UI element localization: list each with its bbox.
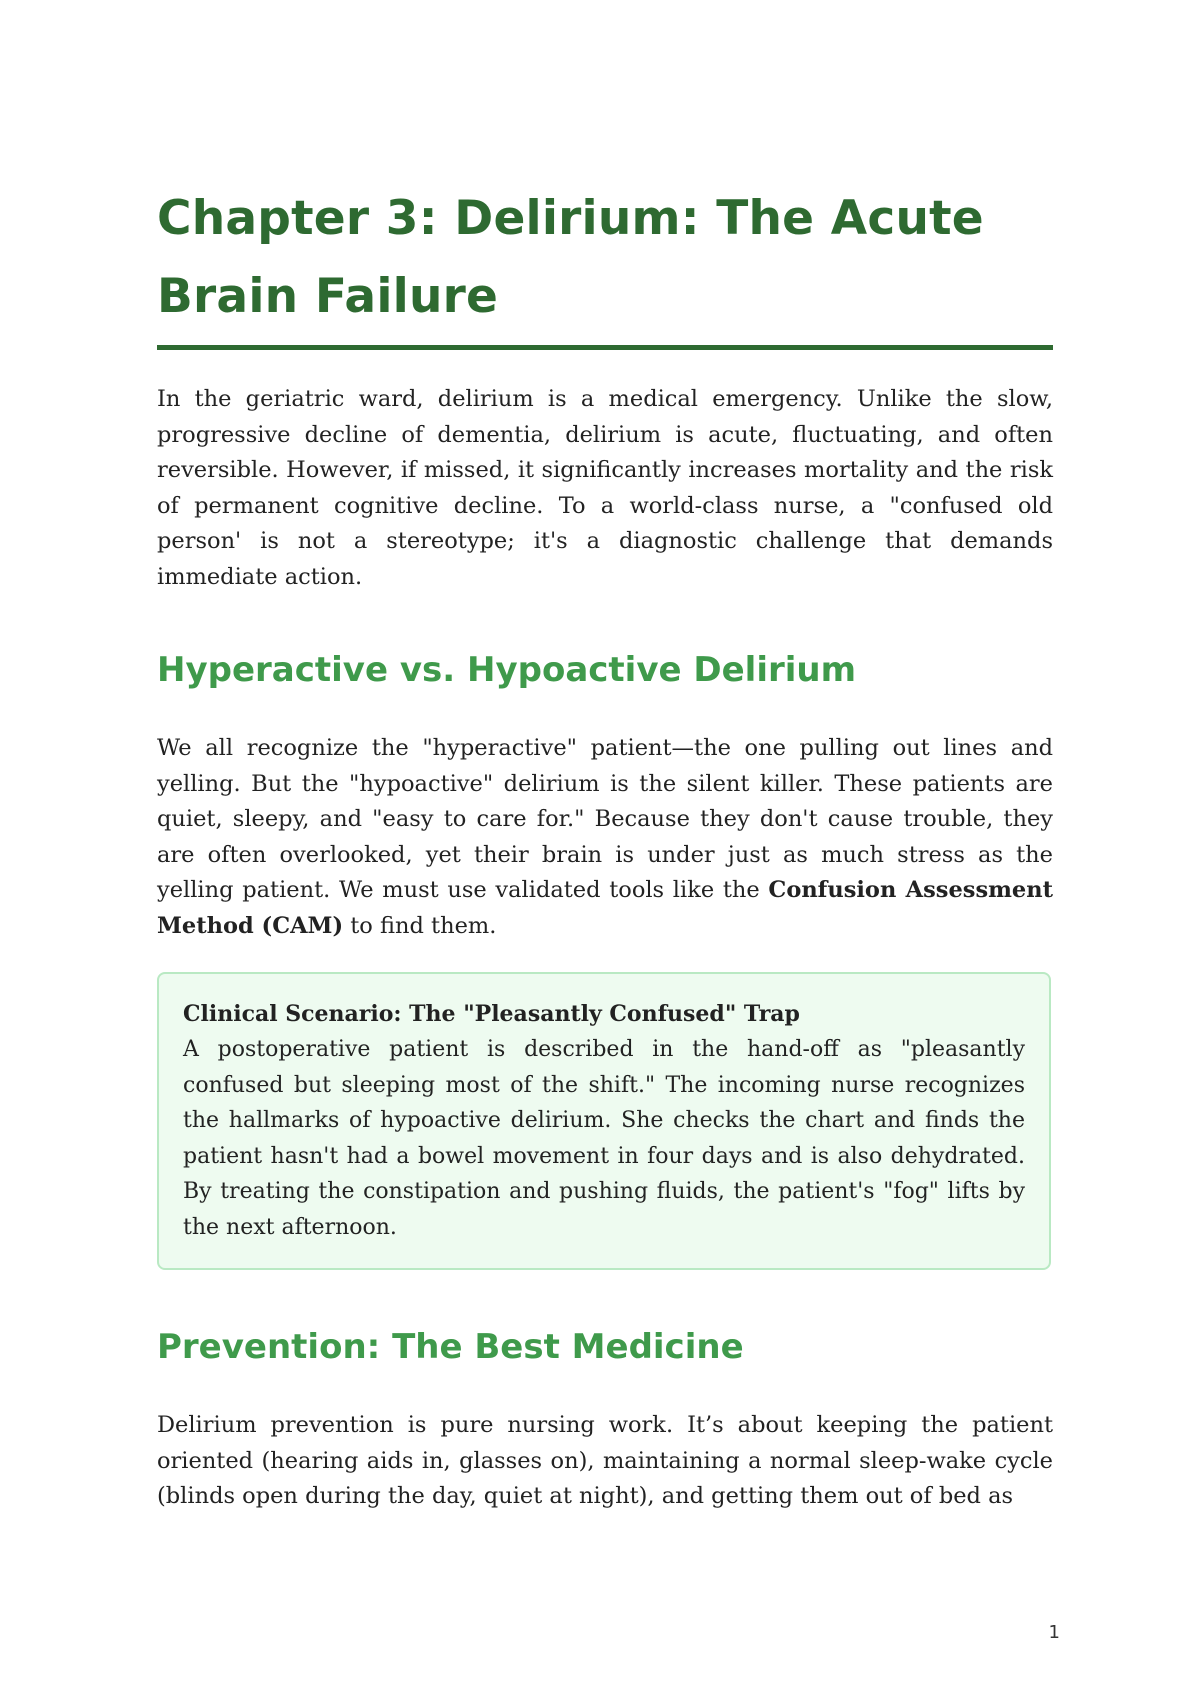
section1-paragraph	[157, 731, 1053, 945]
clinical-scenario-callout	[157, 972, 1051, 1270]
section1-text-before: We all recognize the "hyperactive" patient—the one pulling out lines and yelling. But the "hypoactive" delirium is the silent killer. These patients are quiet, sleepy, and "easy to care for." Because they don't cause trouble, they are often overlooked, yet their brain is under just as much stress as the yelling patient. We must use validated tools like the	[157, 735, 1053, 904]
page-number: 1	[1048, 1622, 1060, 1643]
cam-term: Confusion Assessment Method (CAM)	[157, 877, 1053, 939]
chapter-title: Chapter 3: Delirium: The Acute Brain Failure	[157, 191, 984, 324]
title-divider	[157, 345, 1053, 350]
callout-body: A postoperative patient is described in the hand-off as "pleasantly confused but sleeping most of the shift." The incoming nurse recognizes the hallmarks of hypoactive delirium. She checks the chart and finds the patient hasn't had a bowel movement in four days and is also dehydrated. By treating the constipation and pushing fluids, the patient's "fog" lifts by the next afternoon.	[183, 1037, 1025, 1240]
callout-title: Clinical Scenario: The "Pleasantly Confused" Trap	[183, 1001, 800, 1027]
intro-paragraph: In the geriatric ward, delirium is a medical emergency. Unlike the slow, progressive decline of dementia, delirium is acute, fluctuating, and often reversible. However, if missed, it significantly increases mortality and the risk of permanent cognitive decline. To a world-class nurse, a "confused old person' is not a stereotype; it's a diagnostic challenge that demands immediate action.	[157, 386, 1053, 590]
section1-text-after: to find them.	[343, 912, 497, 939]
section-heading-hyperactive-hypoactive: Hyperactive vs. Hypoactive Delirium	[157, 650, 857, 690]
section2-paragraph: Delirium prevention is pure nursing work. It’s about keeping the patient oriented (hearing aids in, glasses on), maintaining a normal sleep-wake cycle (blinds open during the day, quiet at night), and getting them out of bed as	[157, 1412, 1053, 1510]
section-heading-prevention: Prevention: The Best Medicine	[157, 1327, 744, 1367]
